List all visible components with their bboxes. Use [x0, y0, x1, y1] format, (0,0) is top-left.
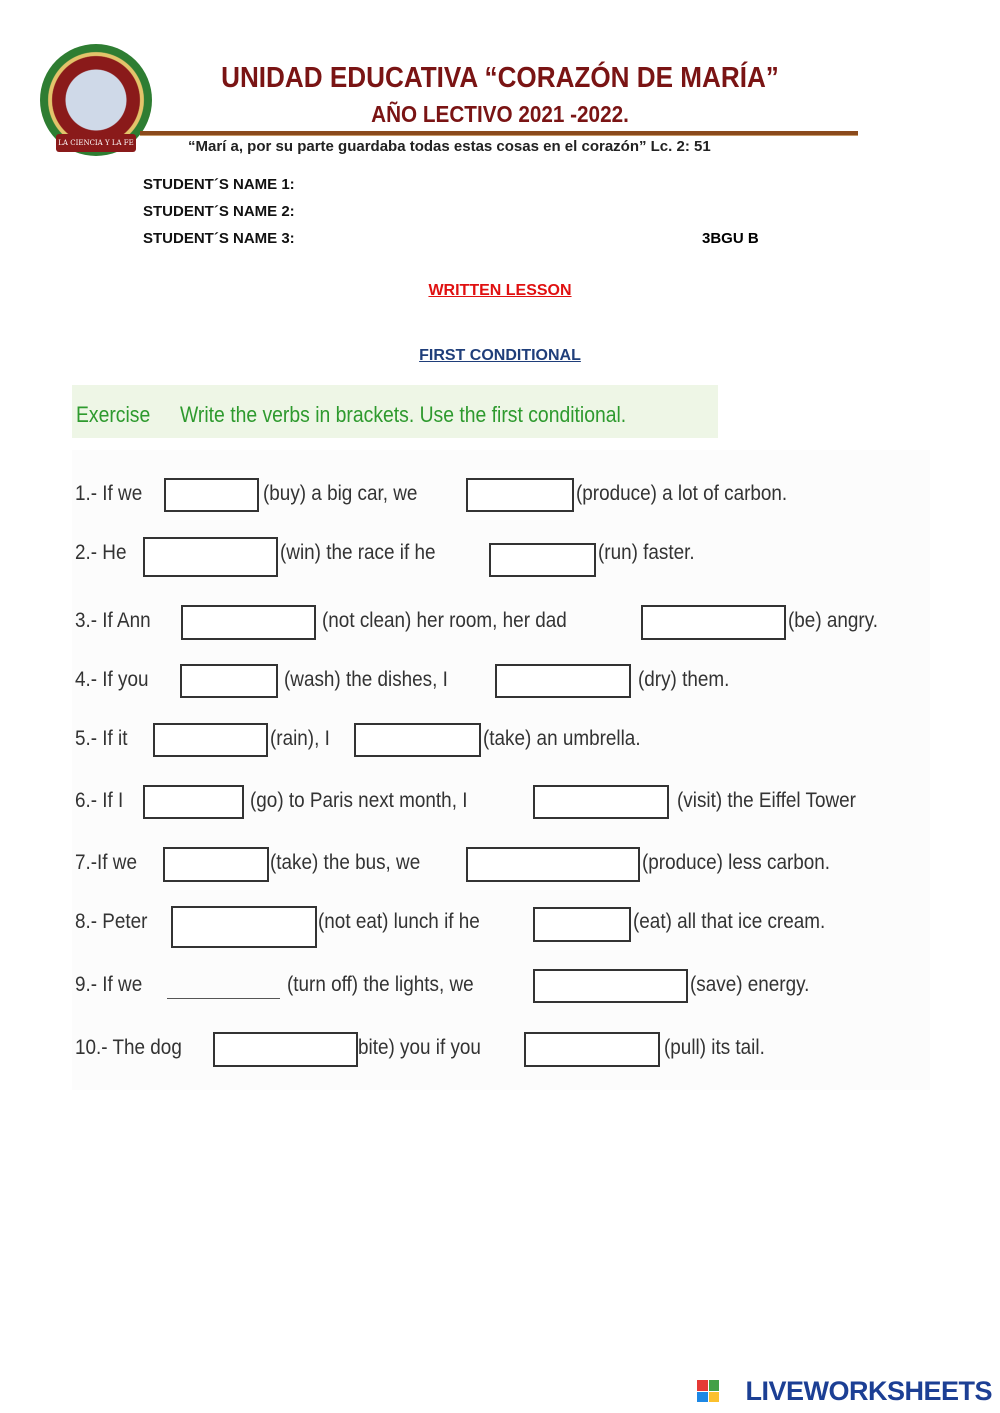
liveworksheets-logo-icon — [697, 1380, 719, 1402]
course-label: 3BGU B — [702, 230, 759, 247]
logo-banner: LA CIENCIA Y LA FE — [56, 134, 136, 152]
answer-box-2[interactable] — [354, 723, 481, 757]
item-middle-text: (turn off) the lights, we — [287, 973, 474, 996]
answer-box-2[interactable] — [524, 1032, 660, 1067]
answer-box-1[interactable] — [213, 1032, 358, 1067]
header-divider — [140, 131, 858, 136]
item-prefix: 9.- If we — [75, 973, 143, 996]
item-suffix: (save) energy. — [690, 973, 810, 996]
answer-box-2[interactable] — [533, 907, 631, 942]
answer-box-2[interactable] — [495, 664, 631, 698]
item-middle-text: bite) you if you — [358, 1036, 481, 1059]
item-prefix: 5.- If it — [75, 727, 128, 750]
school-name: UNIDAD EDUCATIVA “CORAZÓN DE MARÍA” — [221, 62, 779, 94]
item-prefix: 2.- He — [75, 541, 127, 564]
exercise-label: Exercise — [76, 402, 151, 427]
answer-box-2[interactable] — [641, 605, 786, 640]
item-suffix: (visit) the Eiffel Tower — [677, 789, 856, 812]
student-name-2-label: STUDENT´S NAME 2: — [143, 203, 295, 220]
answer-box-1[interactable] — [143, 785, 244, 819]
item-suffix: (produce) a lot of carbon. — [576, 482, 788, 505]
item-prefix: 6.- If I — [75, 789, 124, 812]
item-suffix: (be) angry. — [788, 609, 878, 632]
item-prefix: 8.- Peter — [75, 910, 148, 933]
student-name-1-label: STUDENT´S NAME 1: — [143, 176, 295, 193]
answer-box-1[interactable] — [164, 478, 259, 512]
answer-box-2[interactable] — [489, 543, 596, 577]
item-prefix: 3.- If Ann — [75, 609, 151, 632]
answer-box-1[interactable] — [153, 723, 268, 757]
item-middle-text: (buy) a big car, we — [263, 482, 418, 505]
item-suffix: (take) an umbrella. — [483, 727, 641, 750]
answer-box-2[interactable] — [466, 847, 640, 882]
exercise-header — [72, 385, 718, 438]
item-middle-text: (not eat) lunch if he — [318, 910, 480, 933]
lesson-subtitle: FIRST CONDITIONAL — [419, 347, 581, 364]
answer-box-1[interactable] — [180, 664, 278, 698]
item-suffix: (run) faster. — [598, 541, 695, 564]
answer-blank-1[interactable] — [167, 998, 280, 999]
item-prefix: 1.- If we — [75, 482, 143, 505]
item-suffix: (produce) less carbon. — [642, 851, 831, 874]
item-suffix: (eat) all that ice cream. — [633, 910, 826, 933]
answer-box-1[interactable] — [143, 537, 278, 577]
answer-box-1[interactable] — [181, 605, 316, 640]
answer-box-2[interactable] — [466, 478, 574, 512]
student-name-3-label: STUDENT´S NAME 3: — [143, 230, 295, 247]
item-middle-text: (go) to Paris next month, I — [250, 789, 468, 812]
item-middle-text: (win) the race if he — [280, 541, 436, 564]
item-middle-text: (not clean) her room, her dad — [322, 609, 567, 632]
exercise-instruction: Write the verbs in brackets. Use the first conditional. — [180, 402, 627, 427]
header-quote: “Marí a, por su parte guardaba todas estas cosas en el corazón” Lc. 2: 51 — [188, 138, 711, 155]
item-suffix: (dry) them. — [638, 668, 730, 691]
item-middle-text: (wash) the dishes, I — [284, 668, 448, 691]
lesson-title: WRITTEN LESSON — [428, 282, 572, 299]
answer-box-1[interactable] — [163, 847, 269, 882]
item-prefix: 4.- If you — [75, 668, 149, 691]
item-prefix: 7.-If we — [75, 851, 137, 874]
liveworksheets-watermark: LIVEWORKSHEETS — [745, 1376, 992, 1406]
answer-box-2[interactable] — [533, 969, 688, 1003]
answer-box-1[interactable] — [171, 906, 317, 948]
item-middle-text: (take) the bus, we — [270, 851, 421, 874]
answer-box-2[interactable] — [533, 785, 669, 819]
item-prefix: 10.- The dog — [75, 1036, 182, 1059]
school-year: AÑO LECTIVO 2021 -2022. — [371, 101, 629, 127]
item-middle-text: (rain), I — [270, 727, 330, 750]
item-suffix: (pull) its tail. — [664, 1036, 765, 1059]
